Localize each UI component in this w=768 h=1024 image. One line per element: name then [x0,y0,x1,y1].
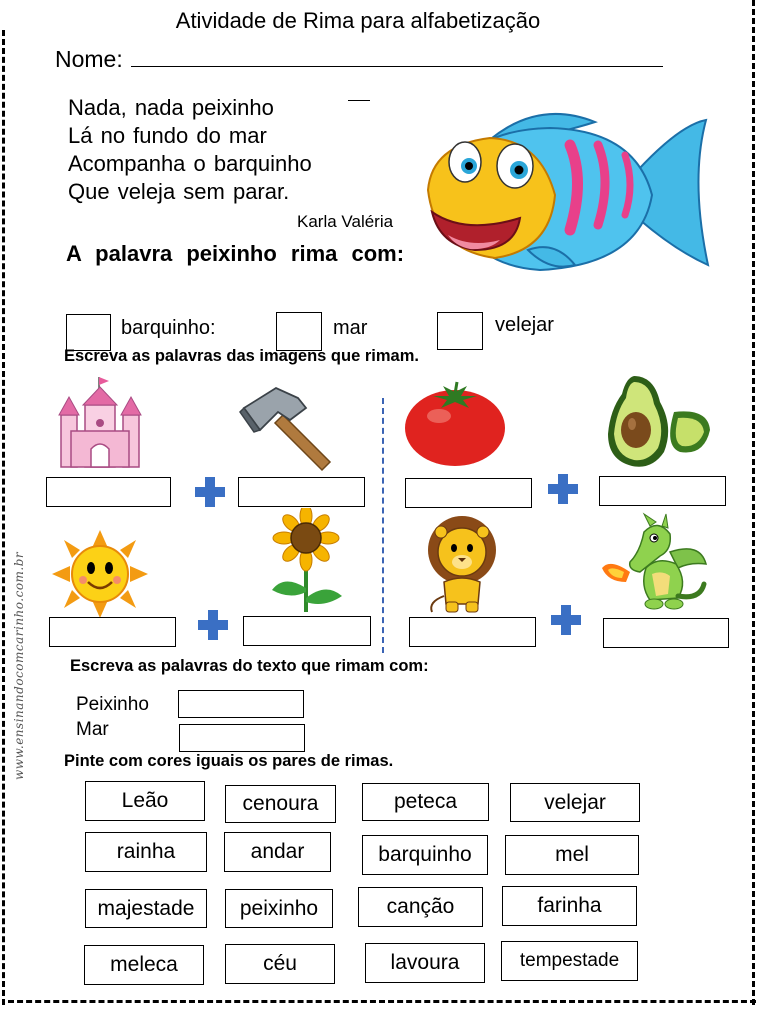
sunflower-image [264,508,348,614]
answer-box-dragon[interactable] [603,618,729,648]
option-label: mar [333,317,368,339]
images-instruction: Escreva as palavras das imagens que rimam. [64,347,419,365]
checkbox-mar[interactable] [276,312,322,351]
name-label: Nome: [55,46,123,72]
word-box[interactable]: mel [505,835,639,875]
poem-author: Karla Valéria [297,212,394,231]
plus-icon [196,608,230,642]
checkbox-velejar[interactable] [437,312,483,350]
frame-right-border [752,0,755,1005]
rhyme-question: A palavra peixinho rima com: [66,241,405,266]
word-box[interactable]: velejar [510,783,640,822]
answer-box-sunflower[interactable] [243,616,371,646]
poem-line: Acompanha o barquinho [68,151,312,176]
castle-image [55,375,145,470]
dragon-image [600,512,710,612]
text-instruction: Escreva as palavras do texto que rimam com: [70,657,429,675]
word-box[interactable]: peteca [362,783,489,821]
poem-line: Que veleja sem parar. [68,179,290,204]
tomato-image [403,378,507,468]
word-box[interactable]: rainha [85,832,207,872]
word-box[interactable]: majestade [85,889,207,928]
frame-bottom-border [8,1000,756,1003]
answer-box-avocado[interactable] [599,476,726,506]
page-title: Atividade de Rima para alfabetização [175,8,541,33]
section-divider [382,398,384,653]
word-box[interactable]: peixinho [225,889,333,928]
word-box[interactable]: barquinho [362,835,488,875]
poem [68,94,312,206]
checkbox-barquinho[interactable] [66,314,111,351]
answer-box-tomato[interactable] [405,478,532,508]
name-field-line[interactable] [131,66,663,67]
option-label: barquinho: [121,317,216,339]
watermark-text: www.ensinandocomcarinho.com.br [12,551,26,780]
word-box[interactable]: canção [358,887,483,927]
word-box[interactable]: farinha [502,886,637,926]
word-box[interactable]: andar [224,832,331,872]
label-peixinho: Peixinho [76,694,149,715]
word-box[interactable]: céu [225,944,335,984]
hammer-image [238,380,338,472]
answer-box-castle[interactable] [46,477,171,507]
answer-box-lion[interactable] [409,617,536,647]
option-label: velejar [495,314,554,336]
word-box[interactable]: Leão [85,781,205,821]
decorative-dash [348,100,370,101]
word-box[interactable]: lavoura [365,943,485,983]
frame-left-border [2,30,5,1005]
label-mar: Mar [76,719,109,740]
lion-image [422,512,502,616]
answer-box-mar[interactable] [179,724,305,752]
avocado-image [604,372,712,470]
plus-icon [193,475,227,509]
sun-image [50,528,150,620]
answer-box-hammer[interactable] [238,477,365,507]
word-box[interactable]: tempestade [501,941,638,981]
answer-box-peixinho[interactable] [178,690,304,718]
plus-icon [546,472,580,506]
poem-line: Nada, nada peixinho [68,95,274,120]
paint-instruction: Pinte com cores iguais os pares de rimas. [64,752,394,770]
word-box[interactable]: cenoura [225,785,336,823]
fish-illustration [420,100,712,290]
word-box[interactable]: meleca [84,945,204,985]
plus-icon [549,603,583,637]
poem-line: Lá no fundo do mar [68,123,267,148]
answer-box-sun[interactable] [49,617,176,647]
